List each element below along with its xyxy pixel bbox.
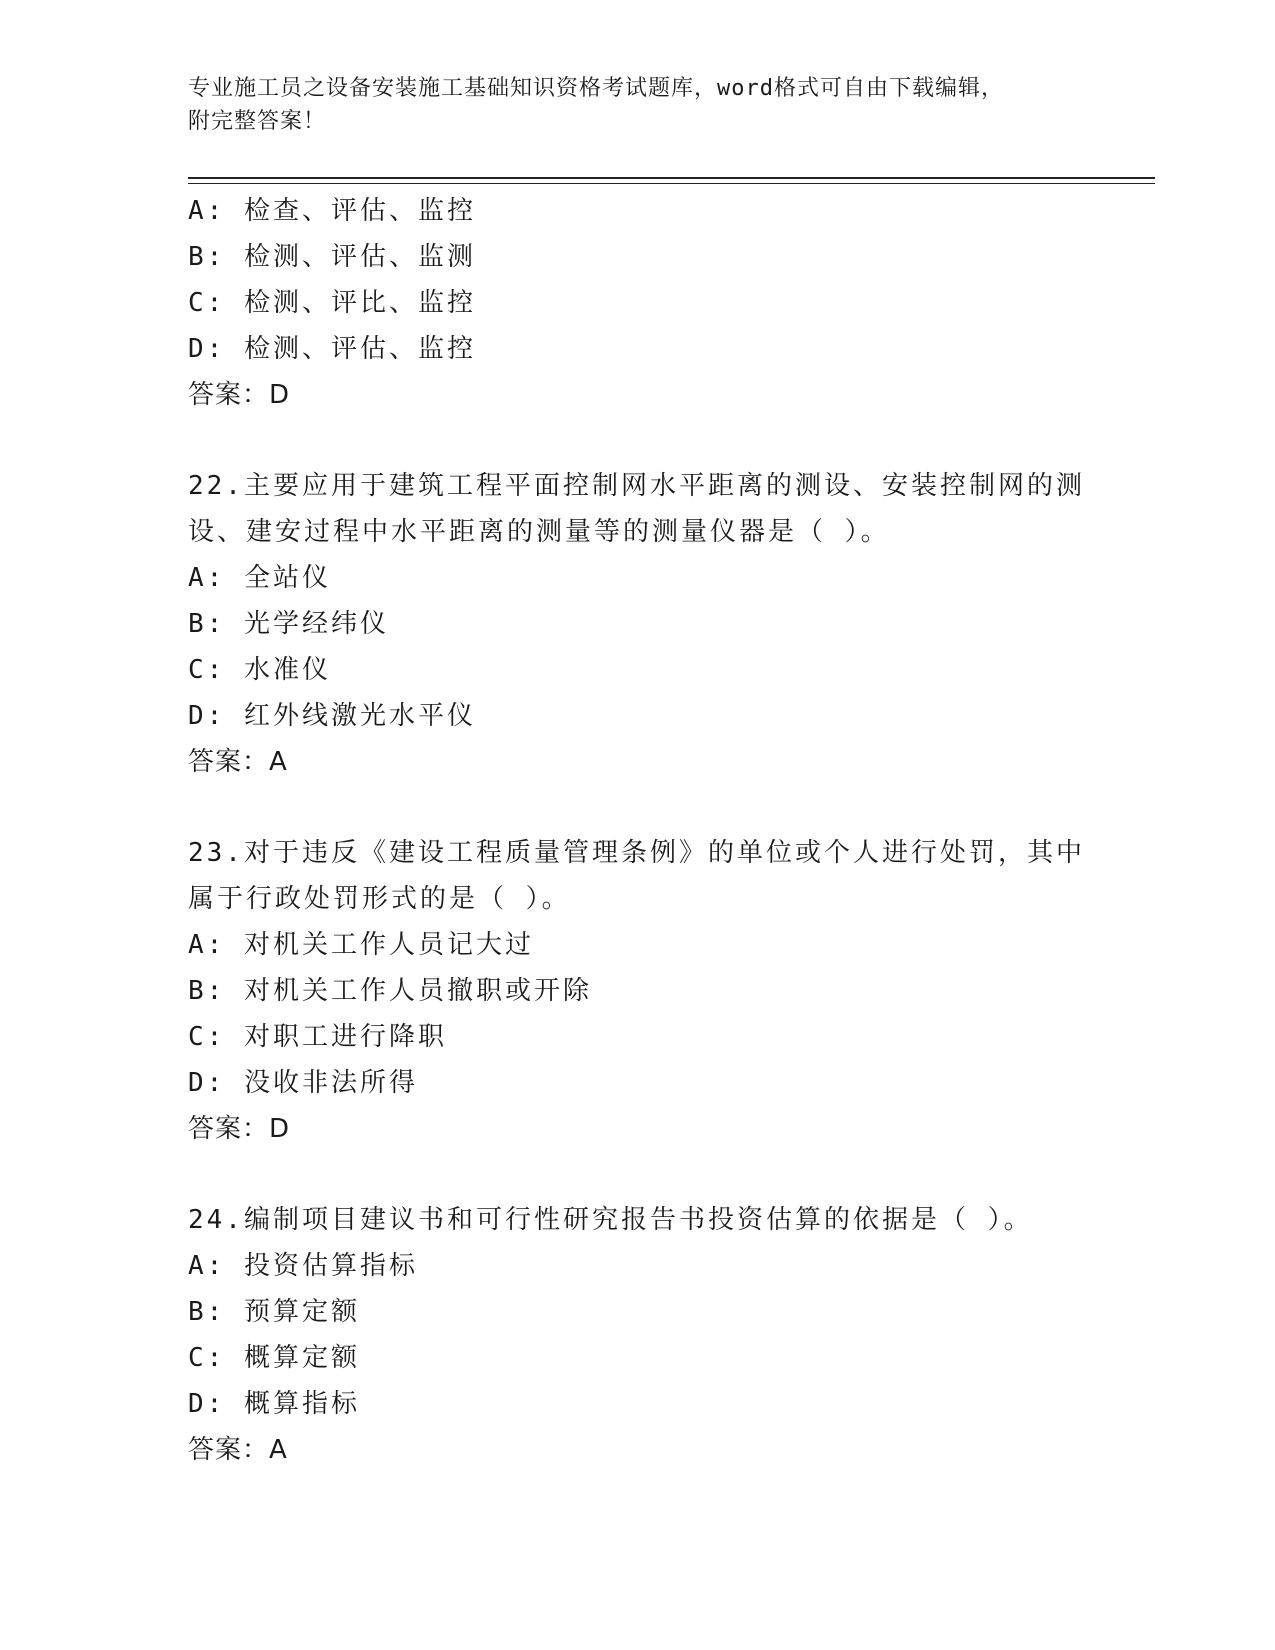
answer-label: 答案：A <box>188 1435 288 1465</box>
question-text-line: 23.对于违反《建设工程质量管理条例》的单位或个人进行处罚，其中 <box>188 838 1085 868</box>
document-header <box>188 72 1088 138</box>
option-c: C: 对职工进行降职 <box>188 1022 447 1052</box>
option-d: D: 红外线激光水平仪 <box>188 701 476 731</box>
header-line-1: 专业施工员之设备安装施工基础知识资格考试题库，word格式可自由下载编辑， <box>188 76 1004 101</box>
answer-label: 答案：D <box>188 380 291 410</box>
question-list <box>188 188 1088 1473</box>
block-spacer <box>188 785 1088 830</box>
option-d: D: 检测、评估、监控 <box>188 334 476 364</box>
option-a: A: 全站仪 <box>188 563 331 593</box>
option-d: D: 概算指标 <box>188 1389 360 1419</box>
option-b: B: 对机关工作人员撤职或开除 <box>188 976 592 1006</box>
header-line-2: 附完整答案！ <box>188 109 327 134</box>
question-block-23 <box>188 830 1088 1152</box>
option-a: A: 对机关工作人员记大过 <box>188 930 534 960</box>
question-block-24 <box>188 1197 1088 1473</box>
question-text-line: 24.编制项目建议书和可行性研究报告书投资估算的依据是（ ）。 <box>188 1205 1033 1235</box>
option-b: B: 预算定额 <box>188 1297 360 1327</box>
block-spacer <box>188 418 1088 463</box>
option-a: A: 投资估算指标 <box>188 1251 418 1281</box>
question-block-21 <box>188 188 1088 418</box>
header-divider-thin <box>188 183 1155 184</box>
option-c: C: 概算定额 <box>188 1343 360 1373</box>
question-text-line: 属于行政处罚形式的是（ ）。 <box>188 884 571 914</box>
option-d: D: 没收非法所得 <box>188 1068 418 1098</box>
option-b: B: 光学经纬仪 <box>188 609 389 639</box>
answer-label: 答案：D <box>188 1114 291 1144</box>
option-c: C: 水准仪 <box>188 655 331 685</box>
answer-label: 答案：A <box>188 747 288 777</box>
option-a: A: 检查、评估、监控 <box>188 196 476 226</box>
question-text-line: 22.主要应用于建筑工程平面控制网水平距离的测设、安装控制网的测 <box>188 471 1085 501</box>
header-divider-thick <box>188 177 1155 179</box>
block-spacer <box>188 1152 1088 1197</box>
option-b: B: 检测、评估、监测 <box>188 242 476 272</box>
question-block-22 <box>188 463 1088 785</box>
question-text-line: 设、建安过程中水平距离的测量等的测量仪器是（ ）。 <box>188 517 890 547</box>
option-c: C: 检测、评比、监控 <box>188 288 476 318</box>
